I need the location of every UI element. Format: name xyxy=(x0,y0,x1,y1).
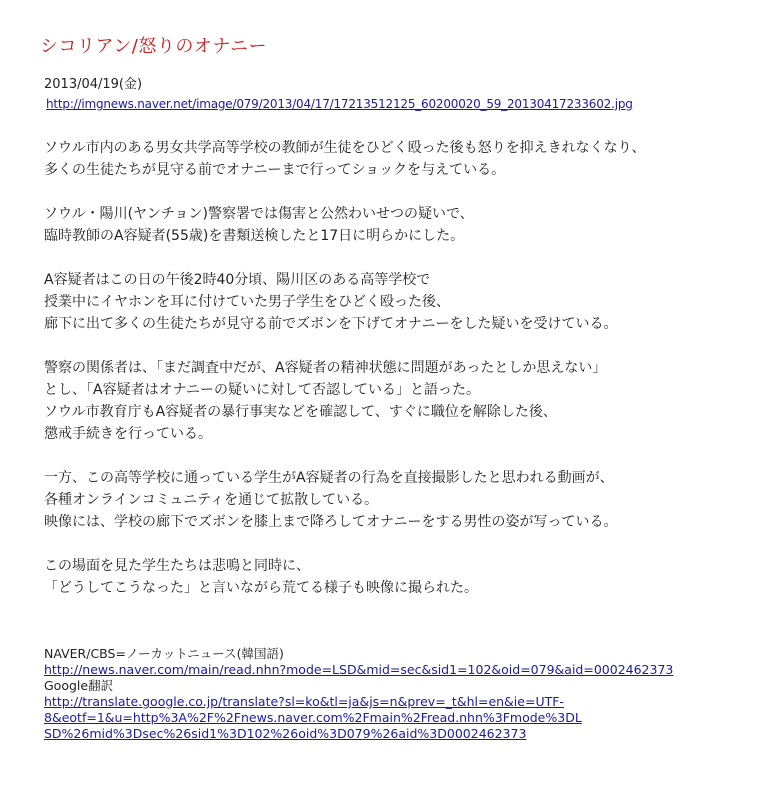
translate-link-line[interactable]: SD%26mid%3Dsec%26sid1%3D102%26oid%3D079%26aid%3D0002462373 xyxy=(44,726,527,741)
paragraph-line: 臨時教師のA容疑者(55歳)を書類送検したと17日に明らかにした。 xyxy=(44,228,465,244)
paragraph-line: ソウル市教育庁もA容疑者の暴行事実などを確認して、すぐに職位を解除した後、 xyxy=(44,404,557,420)
article-body xyxy=(44,137,744,621)
article-title: シコリアン/怒りのオナニー xyxy=(40,36,268,57)
source-label: NAVER/CBS=ノーカットニュース(韓国語) xyxy=(44,646,284,661)
source-link[interactable]: http://news.naver.com/main/read.nhn?mode=LSD&mid=sec&sid1=102&oid=079&aid=0002462373 xyxy=(44,662,674,677)
paragraph-line: 廊下に出て多くの生徒たちが見守る前でズボンを下げてオナニーをした疑いを受けている。 xyxy=(44,316,618,332)
translate-link-line[interactable]: 8&eotf=1&u=http%3A%2F%2Fnews.naver.com%2Fmain%2Fread.nhn%3Fmode%3DL xyxy=(44,710,582,725)
paragraph-line: 映像には、学校の廊下でズボンを膝上まで降ろしてオナニーをする男性の姿が写っている。 xyxy=(44,514,618,530)
paragraph-3 xyxy=(44,269,744,335)
paragraph-line: 「どうしてこうなった」と言いながら荒てる様子も映像に撮られた。 xyxy=(44,580,478,596)
paragraph-line: 一方、この高等学校に通っている学生がA容疑者の行為を直接撮影したと思われる動画が、 xyxy=(44,470,614,486)
translate-link-line[interactable]: http://translate.google.co.jp/translate?sl=ko&tl=ja&js=n&prev=_t&hl=en&ie=UTF- xyxy=(44,694,564,709)
article-date: 2013/04/19(金) xyxy=(44,77,143,92)
paragraph-line: ソウル市内のある男女共学高等学校の教師が生徒をひどく殴った後も怒りを抑えきれなくなり、 xyxy=(44,140,646,156)
paragraph-line: 多くの生徒たちが見守る前でオナニーまで行ってショックを与えている。 xyxy=(44,162,506,178)
paragraph-line: 懲戒手続きを行っている。 xyxy=(44,426,212,442)
paragraph-6 xyxy=(44,555,744,599)
paragraph-1 xyxy=(44,137,744,181)
translate-link[interactable] xyxy=(44,694,744,742)
paragraph-4 xyxy=(44,357,744,445)
translate-label: Google翻訳 xyxy=(44,678,114,693)
paragraph-line: この場面を見た学生たちは悲鳴と同時に、 xyxy=(44,558,310,574)
paragraph-line: ソウル・陽川(ヤンチョン)警察署では傷害と公然わいせつの疑いで、 xyxy=(44,206,474,222)
paragraph-2 xyxy=(44,203,744,247)
image-source-link[interactable]: http://imgnews.naver.net/image/079/2013/04/17/17213512125_60200020_59_20130417233602.jpg xyxy=(46,97,633,111)
paragraph-5 xyxy=(44,467,744,533)
paragraph-line: 各種オンラインコミュニティを通じて拡散している。 xyxy=(44,492,379,508)
article-sources xyxy=(44,646,744,742)
paragraph-line: とし、「A容疑者はオナニーの疑いに対して否認している」と語った。 xyxy=(44,382,481,398)
paragraph-line: 警察の関係者は、「まだ調査中だが、A容疑者の精神状態に問題があったとしか思えない」 xyxy=(44,360,607,376)
paragraph-line: 授業中にイヤホンを耳に付けていた男子学生をひどく殴った後、 xyxy=(44,294,450,310)
paragraph-line: A容疑者はこの日の午後2時40分頃、陽川区のある高等学校で xyxy=(44,272,431,288)
